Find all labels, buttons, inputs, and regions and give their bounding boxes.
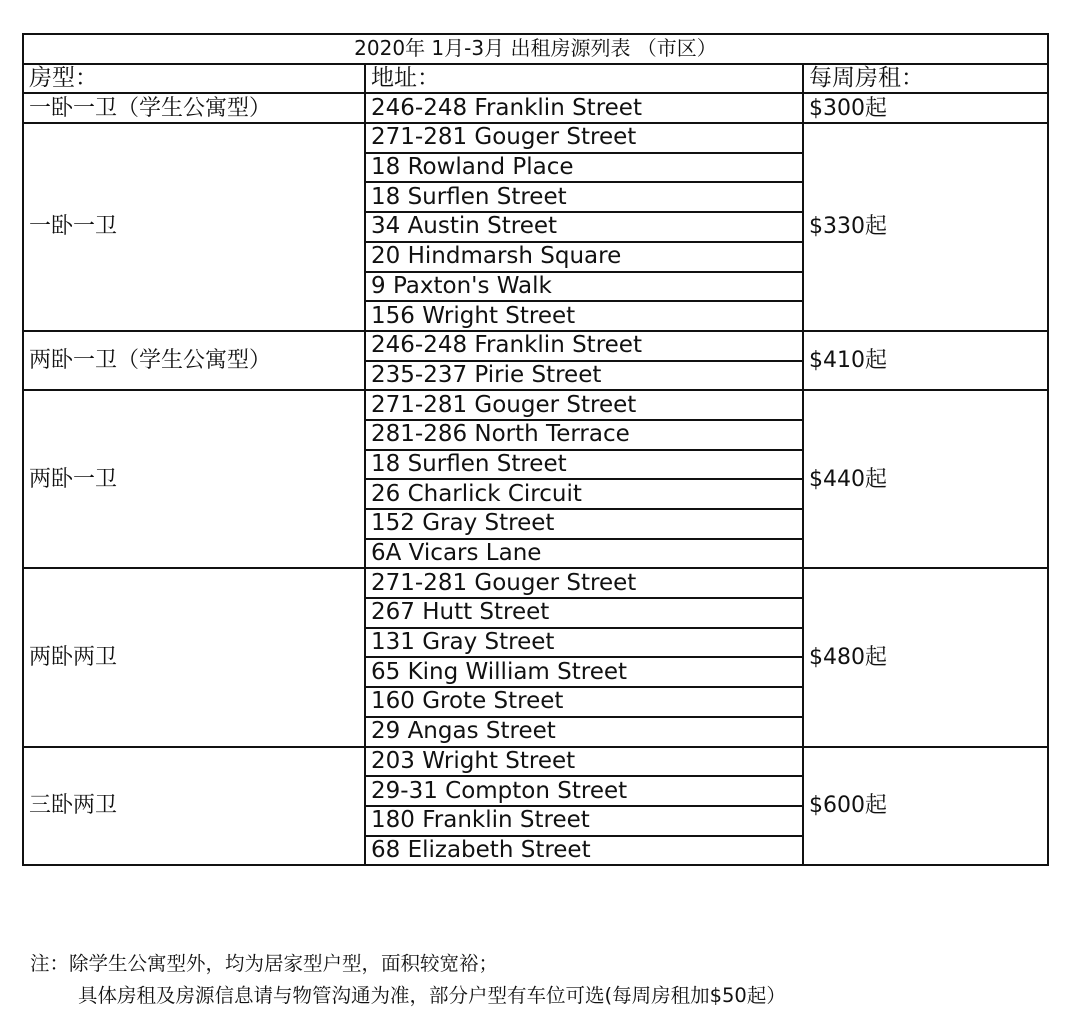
- table-title: 2020年 1月-3月 出租房源列表 （市区）: [23, 34, 1048, 64]
- note-line-1: 注：除学生公寓型外，均为居家型户型，面积较宽裕；: [30, 952, 499, 975]
- address-cell: 20 Hindmarsh Square: [365, 242, 803, 272]
- table-row: [23, 93, 1048, 123]
- room-type-cell: 三卧两卫: [23, 747, 365, 866]
- address-cell: 26 Charlick Circuit: [365, 479, 803, 509]
- address-cell: 34 Austin Street: [365, 212, 803, 242]
- address-cell: 156 Wright Street: [365, 301, 803, 331]
- weekly-rent-cell: $440起: [803, 390, 1048, 568]
- weekly-rent-cell: $410起: [803, 331, 1048, 390]
- address-cell: 246-248 Franklin Street: [365, 331, 803, 361]
- address-cell: 235-237 Pirie Street: [365, 361, 803, 391]
- header-weekly-rent: 每周房租：: [803, 64, 1048, 94]
- room-type-cell: 两卧一卫（学生公寓型）: [23, 331, 365, 390]
- address-cell: 9 Paxton's Walk: [365, 272, 803, 302]
- address-cell: 281-286 North Terrace: [365, 420, 803, 450]
- table-row: [23, 390, 1048, 420]
- address-cell: 152 Gray Street: [365, 509, 803, 539]
- table-row: [23, 331, 1048, 361]
- address-cell: 65 King William Street: [365, 657, 803, 687]
- room-type-cell: 一卧一卫（学生公寓型）: [23, 93, 365, 123]
- header-address: 地址：: [365, 64, 803, 94]
- room-type-cell: 一卧一卫: [23, 123, 365, 331]
- room-type-cell: 两卧两卫: [23, 568, 365, 746]
- address-cell: 180 Franklin Street: [365, 806, 803, 836]
- address-cell: 267 Hutt Street: [365, 598, 803, 628]
- table-row: [23, 747, 1048, 777]
- address-cell: 271-281 Gouger Street: [365, 123, 803, 153]
- address-cell: 131 Gray Street: [365, 628, 803, 658]
- table-row: [23, 123, 1048, 153]
- weekly-rent-cell: $480起: [803, 568, 1048, 746]
- address-cell: 29-31 Compton Street: [365, 776, 803, 806]
- address-cell: 29 Angas Street: [365, 717, 803, 747]
- address-cell: 203 Wright Street: [365, 747, 803, 777]
- address-cell: 18 Surflen Street: [365, 450, 803, 480]
- address-cell: 6A Vicars Lane: [365, 539, 803, 569]
- weekly-rent-cell: $300起: [803, 93, 1048, 123]
- table-title-row: [23, 34, 1048, 64]
- address-cell: 160 Grote Street: [365, 687, 803, 717]
- address-cell: 68 Elizabeth Street: [365, 836, 803, 866]
- header-room-type: 房型：: [23, 64, 365, 94]
- listing-body: [23, 93, 1048, 865]
- address-cell: 271-281 Gouger Street: [365, 568, 803, 598]
- table-row: [23, 568, 1048, 598]
- address-cell: 18 Surflen Street: [365, 182, 803, 212]
- weekly-rent-cell: $330起: [803, 123, 1048, 331]
- address-cell: 246-248 Franklin Street: [365, 93, 803, 123]
- address-cell: 18 Rowland Place: [365, 153, 803, 183]
- room-type-cell: 两卧一卫: [23, 390, 365, 568]
- weekly-rent-cell: $600起: [803, 747, 1048, 866]
- note-line-2: 具体房租及房源信息请与物管沟通为准，部分户型有车位可选(每周房租加$50起）: [78, 984, 786, 1007]
- rental-listing-table: [22, 33, 1049, 866]
- address-cell: 271-281 Gouger Street: [365, 390, 803, 420]
- notes: [30, 948, 786, 1012]
- table-header-row: [23, 64, 1048, 94]
